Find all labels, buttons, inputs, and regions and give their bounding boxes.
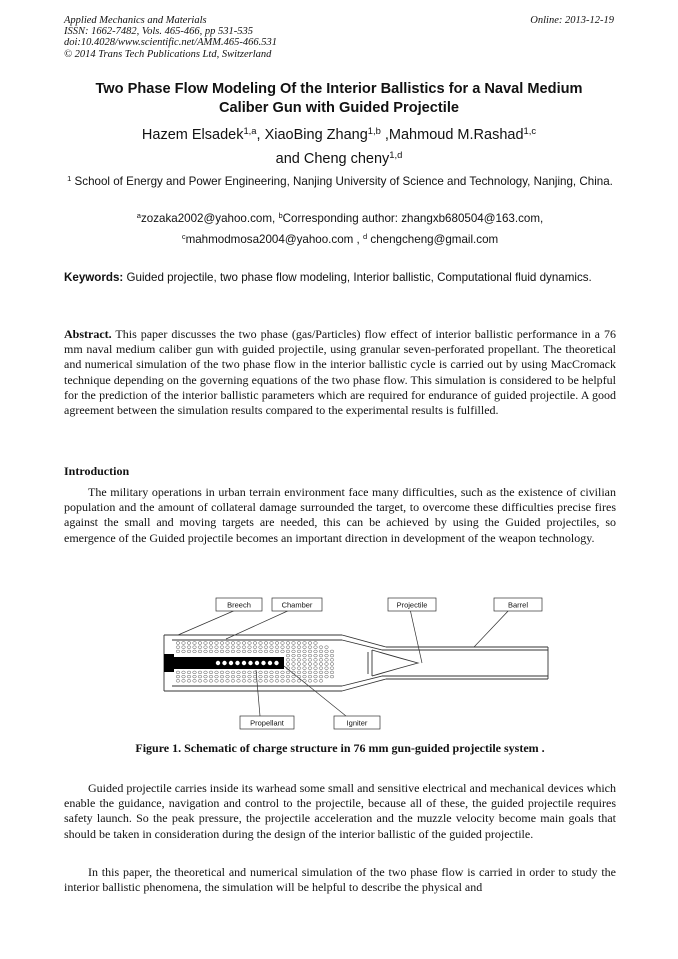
propellant-grain bbox=[303, 650, 307, 653]
propellant-grain bbox=[330, 658, 334, 661]
propellant-grain bbox=[209, 646, 213, 649]
propellant-grain bbox=[198, 650, 202, 653]
affiliation-text: School of Energy and Power Engineering, Nanjing University of Science and Technology, Nanjing, China. bbox=[71, 175, 613, 188]
propellant-grain bbox=[253, 650, 257, 653]
projectile-nose bbox=[372, 650, 418, 676]
propellant-grain bbox=[187, 646, 191, 649]
propellant-grain bbox=[259, 675, 263, 678]
propellant-grain bbox=[193, 679, 197, 682]
propellant-grain bbox=[303, 667, 307, 670]
paragraph: The military operations in urban terrain environment face many difficulties, such as the existence of civilian population and the amount of collateral damage surrounded the target, to overcome these difficulties precise fires against the small and moving targets are needed, this can be achieved by using the Guided projectiles, so emergence of the Guided projectile becomes an important direction in development of the weapon technology. bbox=[64, 485, 616, 545]
propellant-grain bbox=[314, 671, 318, 674]
propellant-grain bbox=[237, 646, 241, 649]
propellant-grain bbox=[242, 671, 246, 674]
propellant-grain bbox=[292, 663, 296, 666]
propellant-grain bbox=[204, 679, 208, 682]
propellant-grain bbox=[292, 650, 296, 653]
propellant-grain bbox=[215, 642, 219, 645]
email-superscript: b bbox=[278, 210, 283, 220]
propellant-grain bbox=[182, 646, 186, 649]
propellant-grain bbox=[187, 671, 191, 674]
propellant-grain bbox=[314, 646, 318, 649]
propellant-grain bbox=[226, 675, 230, 678]
propellant-grain bbox=[319, 671, 323, 674]
propellant-grain bbox=[198, 675, 202, 678]
propellant-grain bbox=[325, 663, 329, 666]
propellant-grain bbox=[325, 667, 329, 670]
propellant-grain bbox=[297, 679, 301, 682]
propellant-grain bbox=[286, 658, 290, 661]
author-superscript: 1,a bbox=[243, 124, 257, 136]
author-name: and Cheng cheny bbox=[275, 151, 390, 167]
propellant-grain bbox=[297, 671, 301, 674]
propellant-grain bbox=[220, 679, 224, 682]
propellant-grain bbox=[325, 658, 329, 661]
propellant-grain bbox=[209, 642, 213, 645]
propellant-grain bbox=[248, 642, 252, 645]
paragraph: Guided projectile carries inside its warhead some small and sensitive electrical and mechanical devices which enable the guidance, navigation and control to the projectile, because all of these, the guided projectile requires safety launch. So the peak pressure, the projectile acceleration and the muzzle velocity become main goals that should be taken in consideration during the design of the interior ballistic of the guided projectile. bbox=[64, 781, 616, 841]
propellant-grain bbox=[286, 646, 290, 649]
propellant-grain bbox=[237, 679, 241, 682]
propellant-grain bbox=[259, 679, 263, 682]
igniter-tube bbox=[172, 657, 284, 669]
propellant-grain bbox=[215, 675, 219, 678]
propellant-grain bbox=[215, 646, 219, 649]
author-superscript: 1,b bbox=[367, 124, 381, 136]
igniter-hole bbox=[222, 661, 226, 665]
propellant-grain bbox=[259, 642, 263, 645]
journal-header bbox=[64, 15, 277, 60]
propellant-grain bbox=[198, 646, 202, 649]
propellant-grain bbox=[297, 667, 301, 670]
author-line-2 bbox=[40, 147, 638, 171]
propellant-grain bbox=[319, 663, 323, 666]
propellant-grain bbox=[275, 650, 279, 653]
propellant-grain bbox=[281, 646, 285, 649]
propellant-grain bbox=[308, 654, 312, 657]
propellant-grain bbox=[231, 679, 235, 682]
propellant-grain bbox=[303, 671, 307, 674]
journal-name: Applied Mechanics and Materials bbox=[64, 15, 207, 26]
propellant-grain bbox=[292, 667, 296, 670]
author-name: ,Mahmoud M.Rashad bbox=[380, 127, 524, 143]
propellant-grain bbox=[226, 671, 230, 674]
propellant-grain bbox=[231, 671, 235, 674]
propellant-grain bbox=[209, 679, 213, 682]
propellant-grain bbox=[281, 671, 285, 674]
igniter-hole bbox=[268, 661, 272, 665]
propellant-grain bbox=[319, 650, 323, 653]
propellant-grain bbox=[330, 671, 334, 674]
propellant-grain bbox=[176, 650, 180, 653]
propellant-grain bbox=[209, 650, 213, 653]
email-superscript: c bbox=[181, 231, 186, 241]
propellant-grain bbox=[209, 675, 213, 678]
propellant-grain bbox=[325, 650, 329, 653]
doi-line: doi:10.4028/www.scientific.net/AMM.465-466.531 bbox=[64, 37, 277, 49]
propellant-grain bbox=[308, 679, 312, 682]
paragraph: In this paper, the theoretical and numerical simulation of the two phase flow is carried in order to study the interior ballistic phenomena, the simulation will be helpful to describe the physical and bbox=[64, 865, 616, 895]
keywords-text: Guided projectile, two phase flow modeling, Interior ballistic, Computational fluid dynamics. bbox=[123, 271, 592, 284]
propellant-grain bbox=[286, 663, 290, 666]
propellant-grain bbox=[182, 675, 186, 678]
propellant-grain bbox=[314, 642, 318, 645]
title-line-2: Caliber Gun with Guided Projectile bbox=[218, 100, 460, 116]
propellant-grain bbox=[292, 646, 296, 649]
propellant-grain bbox=[275, 675, 279, 678]
propellant-grain bbox=[187, 650, 191, 653]
propellant-grain bbox=[176, 679, 180, 682]
copyright-line: © 2014 Trans Tech Publications Ltd, Switzerland bbox=[64, 48, 272, 60]
propellant-grain bbox=[308, 658, 312, 661]
email-text: Corresponding author: zhangxb680504@163.com, bbox=[282, 212, 544, 225]
email-text: mahmodmosa2004@yahoo.com , bbox=[185, 233, 363, 246]
label-igniter: Igniter bbox=[346, 718, 368, 728]
propellant-grain bbox=[259, 671, 263, 674]
label-chamber: Chamber bbox=[281, 600, 313, 610]
propellant-grain bbox=[231, 650, 235, 653]
email-text: zozaka2002@yahoo.com, bbox=[140, 212, 279, 225]
propellant-grain bbox=[259, 646, 263, 649]
propellant-grain bbox=[226, 646, 230, 649]
label-projectile: Projectile bbox=[396, 600, 428, 610]
igniter-hole bbox=[248, 661, 252, 665]
propellant-grain bbox=[237, 650, 241, 653]
affiliation-superscript: 1 bbox=[67, 173, 72, 183]
propellant-grain bbox=[176, 646, 180, 649]
propellant-grain bbox=[182, 650, 186, 653]
abstract-label: Abstract. bbox=[64, 327, 112, 341]
propellant-grain bbox=[242, 650, 246, 653]
propellant-grain bbox=[314, 658, 318, 661]
abstract-text: This paper discusses the two phase (gas/Particles) flow effect of interior ballistic performance in a 76 mm naval medium caliber gun with guided projectile, using granular seven-perforated propellant. The theoretical and numerical simulation of the two phase flow in the interior ballistic cycle is carried out by using MacCromack technique depending on the governing equations of the two phase flow. This simulation is considered to be helpful for the prediction of the interior ballistic parameters which are required for endurance of guided projectile. A good agreement between the simulation results compared to the experimental results is fulfilled. bbox=[64, 327, 616, 418]
propellant-grain bbox=[308, 667, 312, 670]
propellant-grain bbox=[259, 650, 263, 653]
igniter-hole bbox=[229, 661, 233, 665]
propellant-grain bbox=[176, 642, 180, 645]
propellant-grain bbox=[248, 671, 252, 674]
propellant-grain bbox=[204, 671, 208, 674]
keywords bbox=[64, 270, 616, 286]
propellant-grain bbox=[314, 654, 318, 657]
propellant-grain bbox=[242, 646, 246, 649]
igniter-hole bbox=[216, 661, 220, 665]
propellant-grain bbox=[308, 650, 312, 653]
propellant-grain bbox=[319, 654, 323, 657]
propellant-grain bbox=[220, 642, 224, 645]
propellant-grain bbox=[292, 654, 296, 657]
propellant-grain bbox=[193, 675, 197, 678]
propellant-grain bbox=[330, 650, 334, 653]
propellant-grain bbox=[286, 654, 290, 657]
figure-caption: Figure 1. Schematic of charge structure in 76 mm gun-guided projectile system . bbox=[135, 741, 545, 755]
propellant-grain bbox=[242, 679, 246, 682]
propellant-grain bbox=[325, 654, 329, 657]
propellant-grain bbox=[209, 671, 213, 674]
propellant-grain bbox=[270, 671, 274, 674]
propellant-grain bbox=[220, 650, 224, 653]
propellant-grain bbox=[314, 650, 318, 653]
propellant-grain bbox=[198, 671, 202, 674]
propellant-grain bbox=[286, 671, 290, 674]
propellant-grain bbox=[286, 679, 290, 682]
propellant-grain bbox=[297, 642, 301, 645]
propellant-grain bbox=[215, 679, 219, 682]
propellant-grain bbox=[297, 675, 301, 678]
paper-title bbox=[40, 80, 638, 118]
igniter-hole bbox=[274, 661, 278, 665]
propellant-grain bbox=[253, 642, 257, 645]
propellant-grain bbox=[292, 658, 296, 661]
propellant-grain bbox=[297, 654, 301, 657]
propellant-grain bbox=[231, 642, 235, 645]
propellant-grain bbox=[182, 642, 186, 645]
propellant-grain bbox=[308, 671, 312, 674]
propellant-grain bbox=[215, 671, 219, 674]
igniter-hole bbox=[235, 661, 239, 665]
propellant-grain bbox=[319, 658, 323, 661]
abstract bbox=[64, 327, 616, 418]
propellant-grain bbox=[281, 679, 285, 682]
propellant-grain bbox=[325, 671, 329, 674]
propellant-grain bbox=[264, 650, 268, 653]
author-line-1 bbox=[40, 123, 638, 147]
propellant-grain bbox=[275, 671, 279, 674]
email-superscript: a bbox=[136, 210, 141, 220]
igniter-hole bbox=[261, 661, 265, 665]
propellant-grain bbox=[270, 650, 274, 653]
propellant-grain bbox=[231, 675, 235, 678]
propellant-grain bbox=[303, 646, 307, 649]
propellant-grain bbox=[193, 650, 197, 653]
propellant-grain bbox=[330, 675, 334, 678]
propellant-grain bbox=[193, 642, 197, 645]
propellant-grain bbox=[204, 650, 208, 653]
email-superscript: d bbox=[362, 231, 368, 241]
propellant-grain bbox=[297, 658, 301, 661]
propellant-grain bbox=[292, 642, 296, 645]
propellant-grain bbox=[330, 667, 334, 670]
affiliation bbox=[64, 174, 616, 190]
propellant-grain bbox=[325, 646, 329, 649]
propellant-grain bbox=[325, 675, 329, 678]
propellant-grain bbox=[303, 663, 307, 666]
propellant-grain bbox=[248, 675, 252, 678]
section-heading-introduction: Introduction bbox=[64, 464, 130, 478]
propellant-grain bbox=[286, 650, 290, 653]
propellant-grain bbox=[319, 667, 323, 670]
propellant-grain bbox=[220, 671, 224, 674]
propellant-grain bbox=[204, 675, 208, 678]
propellant-grain bbox=[237, 671, 241, 674]
propellant-grain bbox=[215, 650, 219, 653]
propellant-grain bbox=[226, 650, 230, 653]
propellant-grain bbox=[237, 642, 241, 645]
propellant-grain bbox=[264, 642, 268, 645]
propellant-grain bbox=[297, 646, 301, 649]
propellant-grain bbox=[303, 675, 307, 678]
propellant-grain bbox=[297, 663, 301, 666]
propellant-grain bbox=[204, 642, 208, 645]
keywords-label: Keywords: bbox=[64, 271, 124, 284]
propellant-grain bbox=[281, 675, 285, 678]
propellant-grain bbox=[193, 646, 197, 649]
propellant-grain bbox=[270, 646, 274, 649]
propellant-grain bbox=[176, 675, 180, 678]
propellant-grain bbox=[248, 650, 252, 653]
email-list bbox=[64, 208, 616, 250]
propellant-grain bbox=[286, 675, 290, 678]
propellant-grain bbox=[264, 671, 268, 674]
propellant-grain bbox=[330, 654, 334, 657]
author-name: , XiaoBing Zhang bbox=[256, 127, 368, 143]
propellant-grain bbox=[220, 646, 224, 649]
propellant-grain bbox=[242, 642, 246, 645]
propellant-grain bbox=[281, 650, 285, 653]
author-superscript: 1,c bbox=[523, 124, 537, 136]
propellant-grain bbox=[187, 679, 191, 682]
propellant-grain bbox=[220, 675, 224, 678]
propellant-grain bbox=[226, 642, 230, 645]
label-breech: Breech bbox=[227, 600, 251, 610]
propellant-grain bbox=[297, 650, 301, 653]
propellant-grain bbox=[237, 675, 241, 678]
issn-line: ISSN: 1662-7482, Vols. 465-466, pp 531-535 bbox=[64, 26, 253, 38]
propellant-grain bbox=[264, 675, 268, 678]
propellant-grain bbox=[231, 646, 235, 649]
propellant-grain bbox=[248, 679, 252, 682]
propellant-grain bbox=[187, 675, 191, 678]
label-propellant: Propellant bbox=[250, 718, 284, 728]
propellant-grain bbox=[275, 679, 279, 682]
propellant-grain bbox=[308, 646, 312, 649]
propellant-grain bbox=[330, 663, 334, 666]
author-superscript: 1,d bbox=[389, 148, 403, 160]
propellant-grain bbox=[182, 679, 186, 682]
propellant-grain bbox=[308, 663, 312, 666]
igniter-hole bbox=[255, 661, 259, 665]
propellant-grain bbox=[198, 679, 202, 682]
propellant-grain bbox=[314, 667, 318, 670]
propellant-grain bbox=[292, 679, 296, 682]
email-line-1 bbox=[64, 208, 616, 229]
propellant-grain bbox=[319, 646, 323, 649]
label-barrel: Barrel bbox=[507, 600, 529, 610]
propellant-grain bbox=[314, 675, 318, 678]
propellant-grain bbox=[314, 663, 318, 666]
propellant-grain bbox=[270, 642, 274, 645]
propellant-grain bbox=[281, 642, 285, 645]
propellant-grain bbox=[275, 642, 279, 645]
propellant-grain bbox=[264, 679, 268, 682]
propellant-grain bbox=[198, 642, 202, 645]
propellant-grain bbox=[204, 646, 208, 649]
propellant-grain bbox=[264, 646, 268, 649]
propellant-grain bbox=[248, 646, 252, 649]
propellant-grain bbox=[253, 646, 257, 649]
propellant-grain bbox=[303, 642, 307, 645]
propellant-grain bbox=[303, 654, 307, 657]
propellant-grain bbox=[292, 675, 296, 678]
propellant-grain bbox=[303, 658, 307, 661]
propellant-grain bbox=[176, 671, 180, 674]
author-list bbox=[40, 123, 638, 171]
propellant-grain bbox=[253, 679, 257, 682]
email-line-2 bbox=[64, 229, 616, 250]
propellant-grain bbox=[193, 671, 197, 674]
propellant-grain bbox=[182, 671, 186, 674]
propellant-grain bbox=[308, 675, 312, 678]
propellant-grain bbox=[270, 675, 274, 678]
title-line-1: Two Phase Flow Modeling Of the Interior Ballistics for a Naval Medium bbox=[95, 81, 583, 97]
email-text: chengcheng@gmail.com bbox=[367, 233, 499, 246]
propellant-grain bbox=[286, 642, 290, 645]
propellant-grain bbox=[187, 642, 191, 645]
propellant-grain bbox=[308, 642, 312, 645]
propellant-grain bbox=[226, 679, 230, 682]
propellant-grain bbox=[242, 675, 246, 678]
charge-structure-figure bbox=[156, 592, 556, 736]
propellant-grain bbox=[319, 679, 323, 682]
igniter-hole bbox=[242, 661, 246, 665]
propellant-grain bbox=[275, 646, 279, 649]
online-date: Online: 2013-12-19 bbox=[530, 15, 614, 26]
propellant-grain bbox=[270, 679, 274, 682]
author-name: Hazem Elsadek bbox=[141, 127, 244, 143]
propellant-grain bbox=[314, 679, 318, 682]
propellant-grain bbox=[319, 675, 323, 678]
